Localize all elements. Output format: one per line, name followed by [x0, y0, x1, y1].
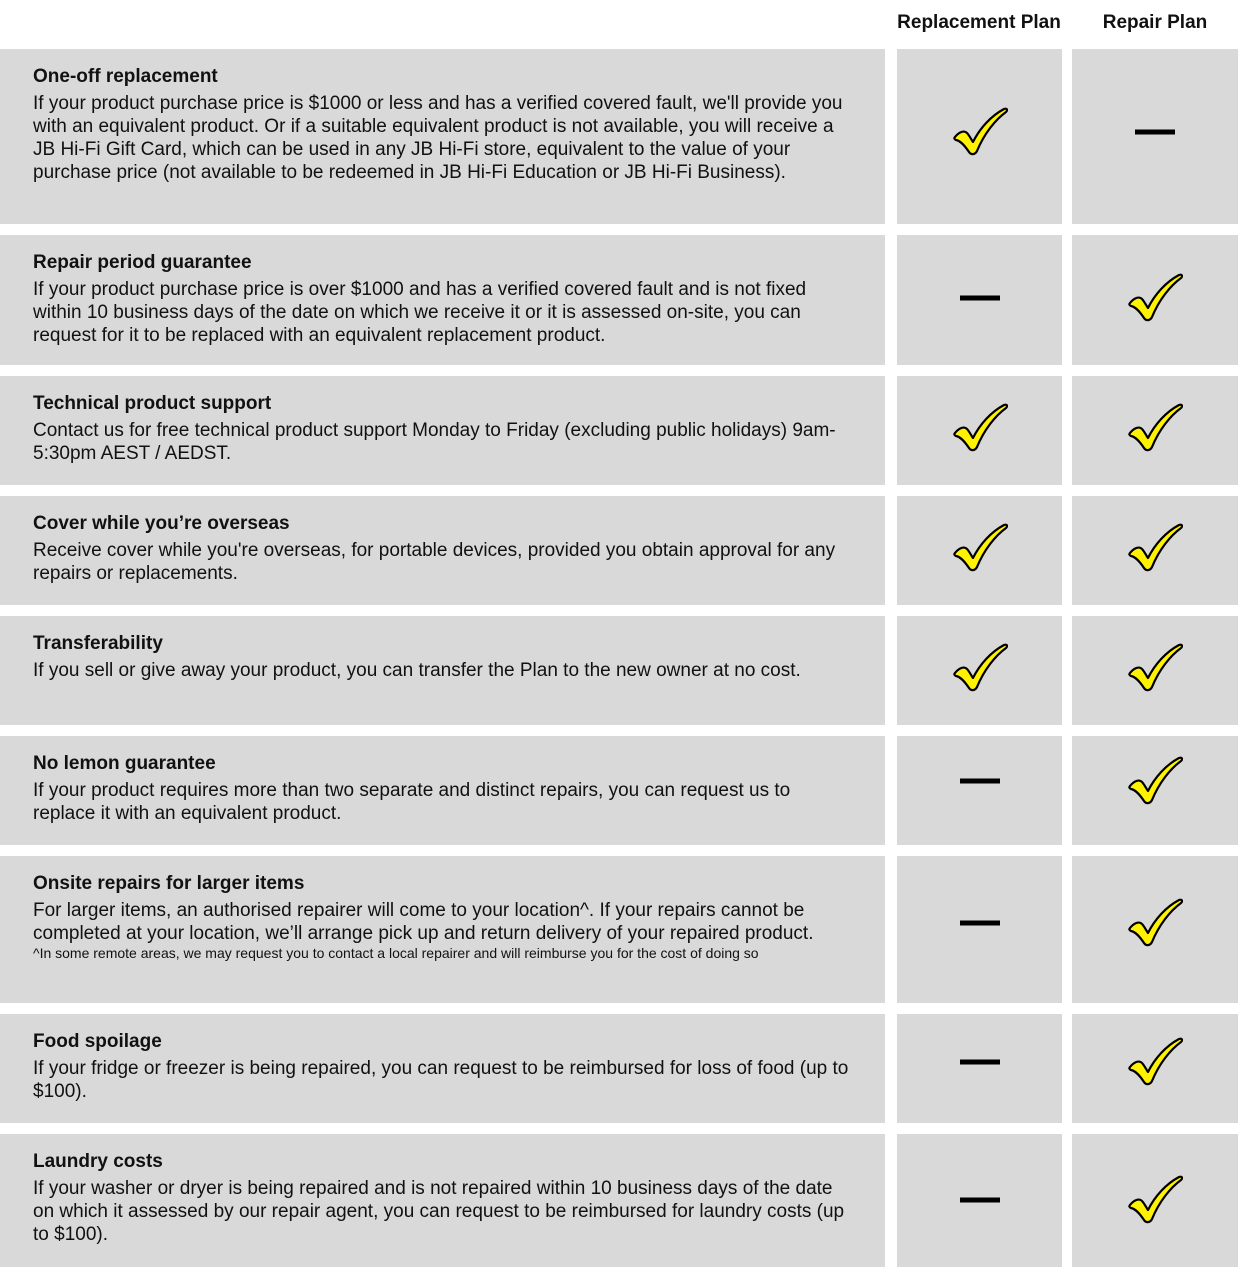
feature-row — [0, 376, 1238, 485]
repair-plan-cell — [1072, 856, 1238, 1003]
repair-plan-cell — [1072, 736, 1238, 845]
feature-cell — [0, 376, 885, 485]
repair-plan-cell — [1072, 376, 1238, 485]
feature-description: If your product requires more than two separate and distinct repairs, you can request us to replace it with an equivalent product. — [33, 780, 791, 824]
feature-title: No lemon guarantee — [33, 753, 216, 774]
check-icon — [952, 643, 1008, 693]
feature-row — [0, 49, 1238, 224]
check-icon — [1127, 643, 1183, 693]
replacement-plan-cell — [897, 1134, 1062, 1267]
feature-footnote: ^In some remote areas, we may request you to contact a local repairer and will reimburse you for the cost of doing so — [33, 945, 759, 961]
dash-icon — [960, 296, 1000, 301]
replacement-plan-cell — [897, 376, 1062, 485]
feature-text — [33, 1028, 853, 1103]
feature-row — [0, 616, 1238, 725]
feature-cell — [0, 49, 885, 224]
feature-text — [33, 249, 853, 347]
repair-plan-cell — [1072, 235, 1238, 365]
replacement-plan-cell — [897, 49, 1062, 224]
check-icon — [1127, 1037, 1183, 1087]
feature-text — [33, 1148, 853, 1246]
replacement-plan-cell — [897, 1014, 1062, 1123]
feature-description: If you sell or give away your product, you can transfer the Plan to the new owner at no cost. — [33, 660, 801, 681]
feature-cell — [0, 235, 885, 365]
check-icon — [952, 523, 1008, 573]
feature-row — [0, 496, 1238, 605]
feature-row — [0, 736, 1238, 845]
feature-text — [33, 750, 853, 825]
repair-plan-cell — [1072, 1134, 1238, 1267]
replacement-plan-cell — [897, 736, 1062, 845]
feature-title: Transferability — [33, 633, 163, 654]
dash-icon — [1135, 129, 1175, 134]
repair-plan-cell — [1072, 49, 1238, 224]
column-header-replacement-plan: Replacement Plan — [897, 12, 1061, 33]
column-header-repair-plan: Repair Plan — [1102, 12, 1208, 33]
feature-description: If your washer or dryer is being repaired and is not repaired within 10 business days of the date on which it assessed by our repair agent, you can request to be reimbursed for laundry costs (up to $100). — [33, 1178, 845, 1245]
feature-title: Laundry costs — [33, 1151, 163, 1172]
feature-cell — [0, 616, 885, 725]
check-icon — [1127, 523, 1183, 573]
feature-text — [33, 630, 853, 682]
dash-icon — [960, 920, 1000, 925]
feature-cell — [0, 496, 885, 605]
feature-row — [0, 1134, 1238, 1267]
feature-title: Food spoilage — [33, 1031, 162, 1052]
check-icon — [1127, 756, 1183, 806]
feature-description: Receive cover while you're overseas, for portable devices, provided you obtain approval for any repairs or replacements. — [33, 540, 836, 584]
feature-title: One-off replacement — [33, 66, 218, 87]
feature-text — [33, 63, 853, 184]
feature-text — [33, 510, 853, 585]
feature-description: Contact us for free technical product support Monday to Friday (excluding public holidays) 9am-5:30pm AEST / AEDST. — [33, 420, 836, 464]
feature-cell — [0, 736, 885, 845]
dash-icon — [960, 778, 1000, 783]
check-icon — [1127, 403, 1183, 453]
replacement-plan-cell — [897, 856, 1062, 1003]
feature-description: For larger items, an authorised repairer will come to your location^. If your repairs cannot be completed at your location, we’ll arrange pick up and return delivery of your repaired product. — [33, 900, 814, 944]
feature-cell — [0, 1134, 885, 1267]
replacement-plan-cell — [897, 235, 1062, 365]
check-icon — [1127, 898, 1183, 948]
replacement-plan-cell — [897, 616, 1062, 725]
dash-icon — [960, 1059, 1000, 1064]
feature-description: If your product purchase price is over $1000 and has a verified covered fault and is not fixed within 10 business days of the date on which we receive it or it is assessed on-site, you can request for it to be replaced with an equivalent replacement product. — [33, 279, 807, 346]
feature-title: Repair period guarantee — [33, 252, 252, 273]
dash-icon — [960, 1197, 1000, 1202]
repair-plan-cell — [1072, 616, 1238, 725]
repair-plan-cell — [1072, 1014, 1238, 1123]
feature-row — [0, 235, 1238, 365]
check-icon — [1127, 1175, 1183, 1225]
feature-title: Technical product support — [33, 393, 272, 414]
replacement-plan-cell — [897, 496, 1062, 605]
check-icon — [952, 107, 1008, 157]
feature-description: If your product purchase price is $1000 or less and has a verified covered fault, we'll provide you with an equivalent product. Or if a suitable equivalent product is not available, you will receive a JB Hi-Fi Gift Card, which can be used in any JB Hi-Fi store, equivalent to the value of your purchase price (not available to be redeemed in JB Hi-Fi Education or JB Hi-Fi Business). — [33, 93, 843, 183]
feature-cell — [0, 1014, 885, 1123]
feature-text — [33, 390, 853, 465]
feature-row — [0, 856, 1238, 1003]
check-icon — [952, 403, 1008, 453]
feature-cell — [0, 856, 885, 1003]
check-icon — [1127, 273, 1183, 323]
feature-text — [33, 870, 853, 961]
feature-title: Cover while you’re overseas — [33, 513, 290, 534]
feature-row — [0, 1014, 1238, 1123]
feature-description: If your fridge or freezer is being repaired, you can request to be reimbursed for loss of food (up to $100). — [33, 1058, 849, 1102]
repair-plan-cell — [1072, 496, 1238, 605]
feature-title: Onsite repairs for larger items — [33, 873, 305, 894]
